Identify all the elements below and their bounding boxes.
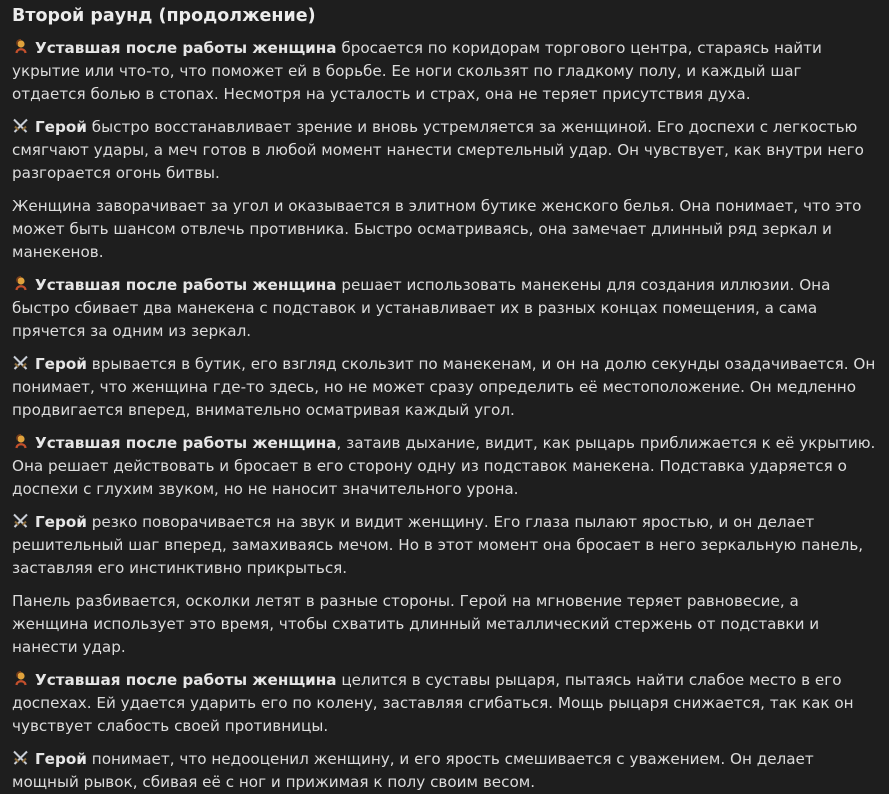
paragraph-10 [12, 748, 877, 794]
paragraph-6 [12, 432, 877, 501]
paragraph-4 [12, 274, 877, 343]
speaker-name: Герой [35, 750, 87, 768]
speaker-name: Уставшая после работы женщина [35, 434, 337, 452]
speaker-name: Уставшая после работы женщина [35, 671, 337, 689]
speaker-name: Герой [35, 355, 87, 373]
paragraph-3 [12, 195, 877, 264]
speaker-name: Уставшая после работы женщина [35, 39, 337, 57]
woman-emoji-icon [12, 276, 29, 292]
woman-emoji-icon [12, 39, 29, 55]
crossed-swords-icon [12, 355, 29, 371]
speaker-name: Уставшая после работы женщина [35, 276, 337, 294]
paragraph-text: врывается в бутик, его взгляд скользит по манекенам, и он на долю секунды озадачивается. Он понимает, что женщина где-то здесь, но не может сразу определить её местоположение. Он медленно продвигается вперед, внимательно осматривая каждый угол. [12, 355, 876, 419]
paragraph-text: Женщина заворачивает за угол и оказывается в элитном бутике женского белья. Она понимает, что это может быть шансом отвлечь противника. Быстро осматриваясь, она замечает длинный ряд зеркал и манекенов. [12, 197, 862, 261]
paragraph-5 [12, 353, 877, 422]
paragraph-7 [12, 511, 877, 580]
paragraph-text: резко поворачивается на звук и видит женщину. Его глаза пылают яростью, и он делает решительный шаг вперед, замахиваясь мечом. Но в этот момент она бросает в него зеркальную панель, заставляя его инстинктивно прикрыться. [12, 513, 864, 577]
paragraph-1 [12, 37, 877, 106]
crossed-swords-icon [12, 513, 29, 529]
paragraph-text: решает использовать манекены для создания иллюзии. Она быстро сбивает два манекена с подставок и устанавливает их в разных концах помещения, а сама прячется за одним из зеркал. [12, 276, 831, 340]
message-title: Второй раунд (продолжение) [12, 6, 316, 26]
woman-emoji-icon [12, 434, 29, 450]
speaker-name: Герой [35, 513, 87, 531]
paragraph-2 [12, 116, 877, 185]
paragraph-text: , затаив дыхание, видит, как рыцарь приближается к её укрытию. Она решает действовать и бросает в его сторону одну из подставок манекена. Подставка ударяется о доспехи с глухим звуком, но не наносит значительного урона. [12, 434, 876, 498]
crossed-swords-icon [12, 118, 29, 134]
paragraph-text: бросается по коридорам торгового центра, стараясь найти укрытие или что-то, что поможет ей в борьбе. Ее ноги скользят по гладкому полу, и каждый шаг отдается болью в стопах. Несмотря на усталость и страх, она не теряет присутствия духа. [12, 39, 822, 103]
woman-emoji-icon [12, 671, 29, 687]
paragraph-text: понимает, что недооценил женщину, и его ярость смешивается с уважением. Он делает мощный рывок, сбивая её с ног и прижимая к полу своим весом. [12, 750, 814, 791]
paragraph-text: быстро восстанавливает зрение и вновь устремляется за женщиной. Его доспехи с легкостью смягчают удары, а меч готов в любой момент нанести смертельный удар. Он чувствует, как внутри него разгорается огонь битвы. [12, 118, 864, 182]
paragraph-9 [12, 669, 877, 738]
speaker-name: Герой [35, 118, 87, 136]
paragraph-text: целится в суставы рыцаря, пытаясь найти слабое место в его доспехах. Ей удается ударить его по колену, заставляя сгибаться. Мощь рыцаря снижается, так как он чувствует слабость своей противницы. [12, 671, 854, 735]
paragraph-8 [12, 590, 877, 659]
crossed-swords-icon [12, 750, 29, 766]
paragraph-text: Панель разбивается, осколки летят в разные стороны. Герой на мгновение теряет равновесие, а женщина использует это время, чтобы схватить длинный металлический стержень от подставки и нанести удар. [12, 592, 820, 656]
